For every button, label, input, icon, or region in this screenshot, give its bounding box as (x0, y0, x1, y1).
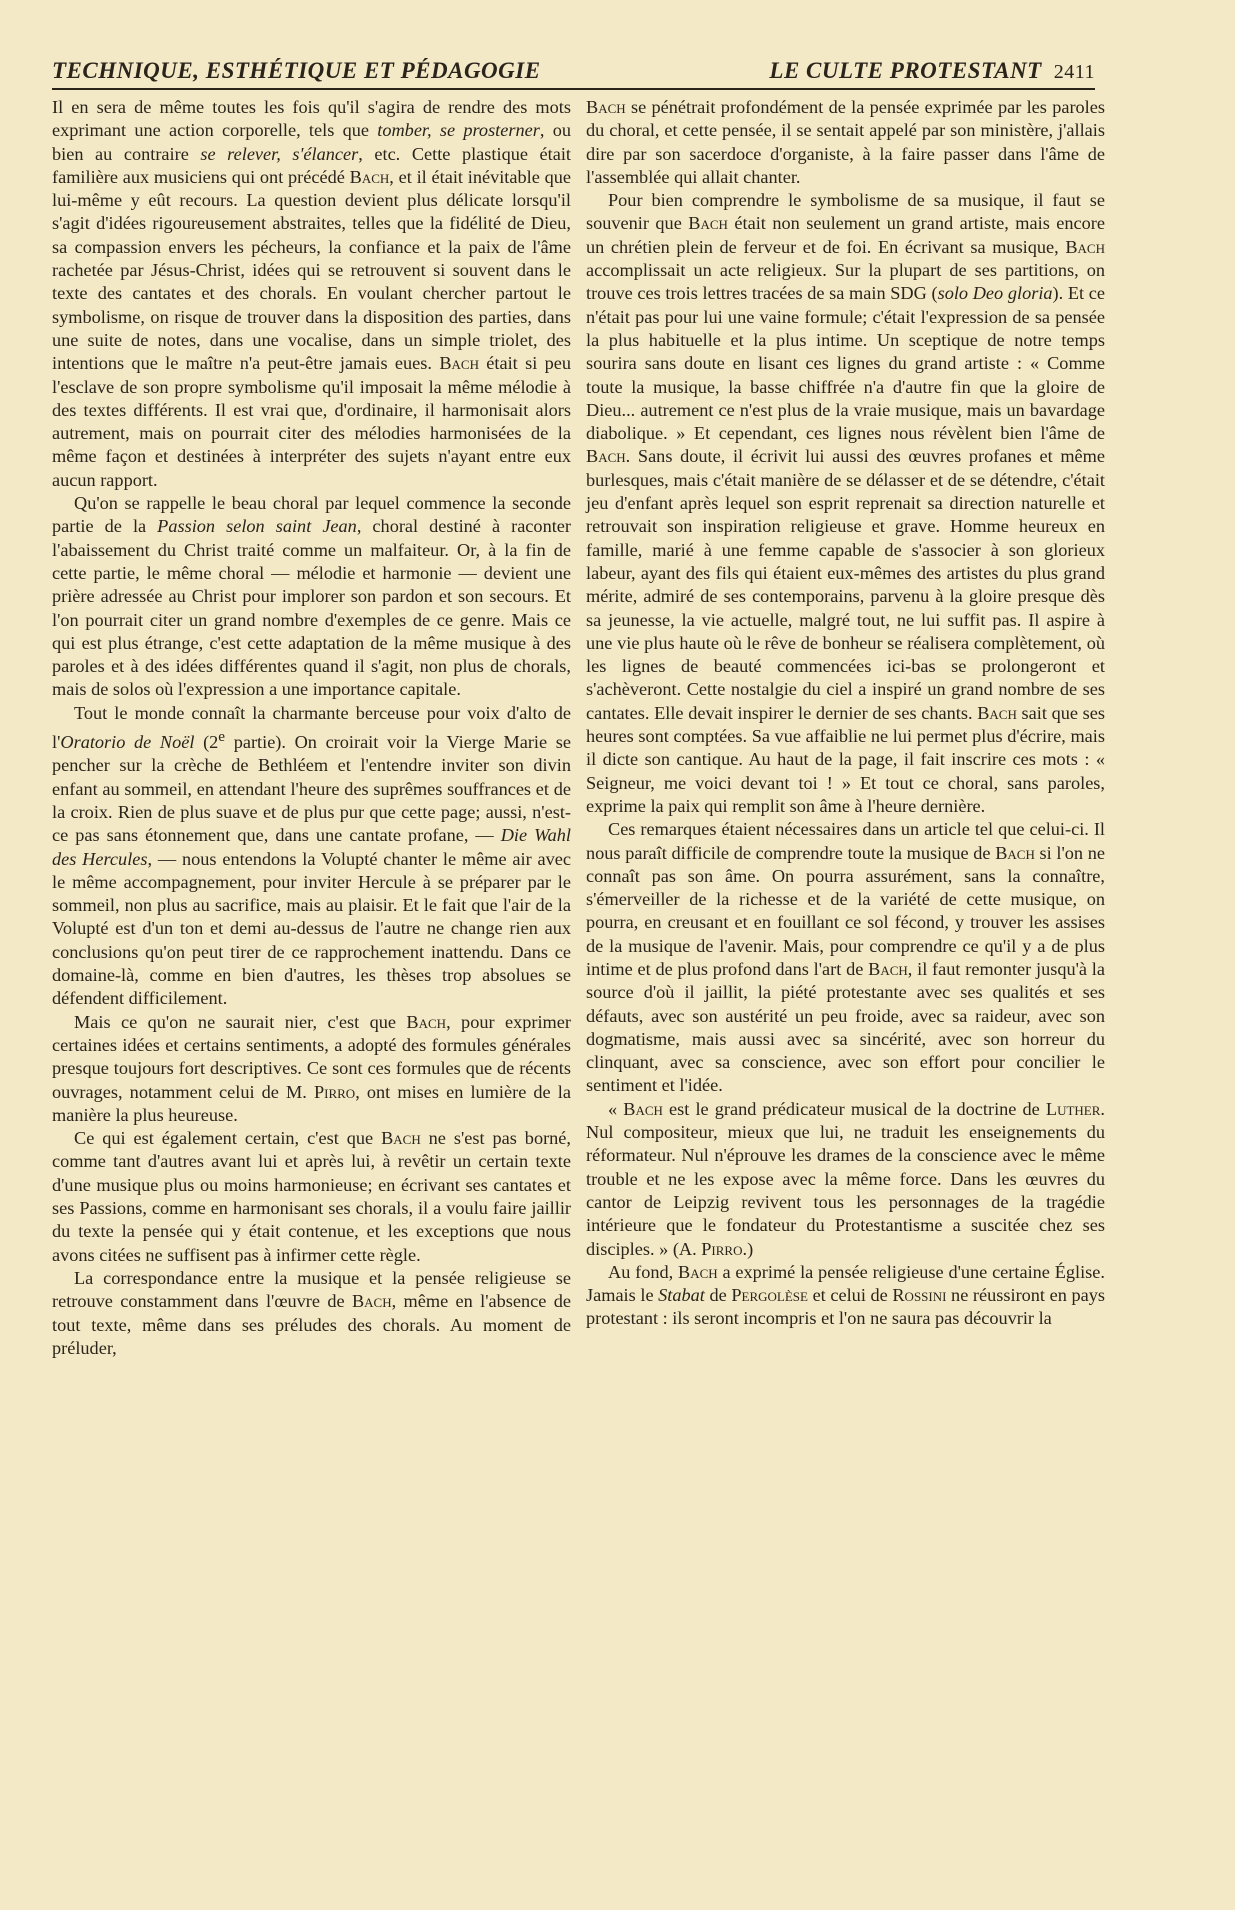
paragraph: Tout le monde connaît la charmante berceuse pour voix d'alto de l'Oratorio de Noël (2e partie). On croirait voir la Vierge Marie se pencher sur la crèche de Bethléem et l'entendre inviter son divin enfant au sommeil, en attendant l'heure des suprêmes souffrances et de la croix. Rien de plus suave et de plus pur que cette page; aussi, n'est-ce pas sans étonnement que, dans une cantate profane, — Die Wahl des Hercules, — nous entendons la Volupté chanter le même air avec le même accompagnement, pour inviter Hercule à se préparer par le sommeil, non plus au sacrifice, mais au plaisir. Et le fait que l'air de la Volupté est d'un ton et demi au-dessus de l'autre ne change rien aux conclusions qu'on peut tirer de ce rapprochement inattendu. Dans ce domaine-là, comme en bien d'autres, les thèses trop absolues se défendent difficilement. (52, 702, 571, 1009)
paragraph: Qu'on se rappelle le beau choral par lequel commence la seconde partie de la Passion selon saint Jean, choral destiné à raconter l'abaissement du Christ traité comme un malfaiteur. Or, à la fin de cette partie, le même choral — mélodie et harmonie — devient une prière adressée au Christ pour implorer son pardon et son secours. Et l'on pourrait citer un grand nombre d'exemples de ce genre. Mais ce qui est plus étrange, c'est cette adaptation de la même musique à des paroles et à des idées différentes quand il s'agit, non plus de chorals, mais de solos où l'expression a une importance capitale. (52, 493, 571, 700)
right-column (586, 96, 1105, 1331)
running-head-left: TECHNIQUE, ESTHÉTIQUE ET PÉDAGOGIE (52, 58, 541, 83)
header-rule (52, 88, 1095, 90)
paragraph: Au fond, Bach a exprimé la pensée religieuse d'une certaine Église. Jamais le Stabat de Pergolèse et celui de Rossini ne réussiront en pays protestant : ils seront incompris et l'on ne saura pas découvrir la (586, 1261, 1105, 1329)
running-head-right (769, 58, 1095, 84)
paragraph: Bach se pénétrait profondément de la pensée exprimée par les paroles du choral, et cette pensée, il se sentait appelé par son ministère, j'allais dire par son sacerdoce d'organiste, à la faire passer dans l'âme de l'assemblée qui allait chanter. (586, 97, 1105, 187)
paragraph: Ces remarques étaient nécessaires dans un article tel que celui-ci. Il nous paraît difficile de comprendre toute la musique de Bach si l'on ne connaît pas son âme. On pourra assurément, sans la connaître, s'émerveiller de la richesse et de la variété de cette musique, on pourra, en creusant et en fouillant ce sol fécond, y trouver les assises de la musique de l'avenir. Mais, pour comprendre ce qu'il y a de plus intime et de plus profond dans l'art de Bach, il faut remonter jusqu'à la source d'où il jaillit, la piété protestante avec ses qualités et ses défauts, avec son austérité un peu froide, avec sa raideur, avec son dogmatisme, mais aussi avec sa sincérité, avec son horreur du clinquant, avec sa conscience, avec son effort pour concilier le sentiment et l'idée. (586, 819, 1105, 1096)
paragraph: Pour bien comprendre le symbolisme de sa musique, il faut se souvenir que Bach était non seulement un grand artiste, mais encore un chrétien plein de ferveur et de foi. En écrivant sa musique, Bach accomplissait un acte religieux. Sur la plupart de ses partitions, on trouve ces trois lettres tracées de sa main SDG (solo Deo gloria). Et ce n'était pas pour lui une vaine formule; c'était l'expression de sa pensée la plus habituelle et la plus intime. Un sceptique de notre temps sourira sans doute en lisant ces lignes du grand artiste : « Comme toute la musique, la basse chiffrée n'a d'autre fin que la gloire de Dieu... autrement ce n'est plus de la vraie musique, mais un bavardage diabolique. » Et cependant, ces lignes nous révèlent bien l'âme de Bach. Sans doute, il écrivit lui aussi des œuvres profanes et même burlesques, mais c'était manière de se délasser et de se détendre, c'était jeu d'enfant après lequel son esprit reprenait sa direction naturelle et retrouvait son inspiration religieuse et grave. Homme heureux en famille, marié à une femme capable de s'associer à son glorieux labeur, ayant des fils qui étaient eux-mêmes des artistes du plus grand mérite, admiré de ses contemporains, parvenu à la gloire presque dès sa jeunesse, la vie actuelle, malgré tout, ne lui suffit pas. Il aspire à une vie plus haute où le rêve de bonheur se réalisera complètement, où les lignes de beauté commencées ici-bas se prolongeront et s'achèveront. Cette nostalgie du ciel a inspiré un grand nombre de ses cantates. Elle devait inspirer le dernier de ses chants. Bach sait que ses heures sont comptées. Sa vue affaiblie ne lui permet plus d'écrire, mais il dicte son cantique. Au haut de la page, il fait inscrire ces mots : « Seigneur, me voici devant toi ! » Et tout ce choral, sans paroles, exprime la paix qui remplit son âme à l'heure dernière. (586, 190, 1105, 816)
page-number: 2411 (1053, 61, 1095, 83)
paragraph: La correspondance entre la musique et la pensée religieuse se retrouve constamment dans l'œuvre de Bach, même en l'absence de tout texte, même dans ses préludes des chorals. Au moment de préluder, (52, 1267, 571, 1358)
paragraph: Ce qui est également certain, c'est que Bach ne s'est pas borné, comme tant d'autres avant lui et après lui, à revêtir un certain texte d'une musique plus ou moins harmonieuse; en écrivant ses cantates et ses Passions, comme en harmonisant ses chorals, il a voulu faire jaillir du texte la pensée qui y était contenue, et les exceptions que nous avons citées ne suffisent pas à infirmer cette règle. (52, 1128, 571, 1265)
paragraph: « Bach est le grand prédicateur musical de la doctrine de Luther. Nul compositeur, mieux que lui, ne traduit les enseignements du réformateur. Nul n'éprouve les drames de la conscience avec le même trouble et ne les expose avec la même force. Dans les œuvres du cantor de Leipzig revivent tous les personnages de la tragédie intérieure que le fondateur du Protestantisme a suscitée chez ses disciples. » (A. Pirro.) (586, 1098, 1105, 1259)
running-head (52, 58, 1095, 88)
paragraph: Mais ce qu'on ne saurait nier, c'est que Bach, pour exprimer certaines idées et certains sentiments, a adopté des formules générales presque toujours fort descriptives. Ce sont ces formules que de récents ouvrages, notamment celui de M. Pirro, ont mises en lumière de la manière la plus heureuse. (52, 1011, 571, 1125)
running-head-title: LE CULTE PROTESTANT (769, 58, 1042, 83)
left-column (52, 96, 571, 1360)
paragraph: Il en sera de même toutes les fois qu'il s'agira de rendre des mots exprimant une action corporelle, tels que tomber, se prosterner, ou bien au contraire se relever, s'élancer, etc. Cette plastique était familière aux musiciens qui ont précédé Bach, et il était inévitable que lui-même y eût recours. La question devient plus délicate lorsqu'il s'agit d'idées rigoureusement abstraites, telles que la fidélité de Dieu, sa compassion envers les pécheurs, la confiance et la paix de l'âme rachetée par Jésus-Christ, idées qui se retrouvent si souvent dans le texte des cantates et des chorals. En voulant chercher partout le symbolisme, on risque de trouver dans la disposition des parties, dans une suite de notes, dans une vocalise, dans un simple triolet, des intentions que le maître n'a peut-être jamais eues. Bach était si peu l'esclave de son propre symbolisme qu'il imposait la même mélodie à des textes différents. Il est vrai que, d'ordinaire, il harmonisait alors autrement, mais on pourrait citer des mélodies harmonisées de la même façon et destinées à interpréter des sujets n'ayant entre eux aucun rapport. (52, 97, 572, 490)
